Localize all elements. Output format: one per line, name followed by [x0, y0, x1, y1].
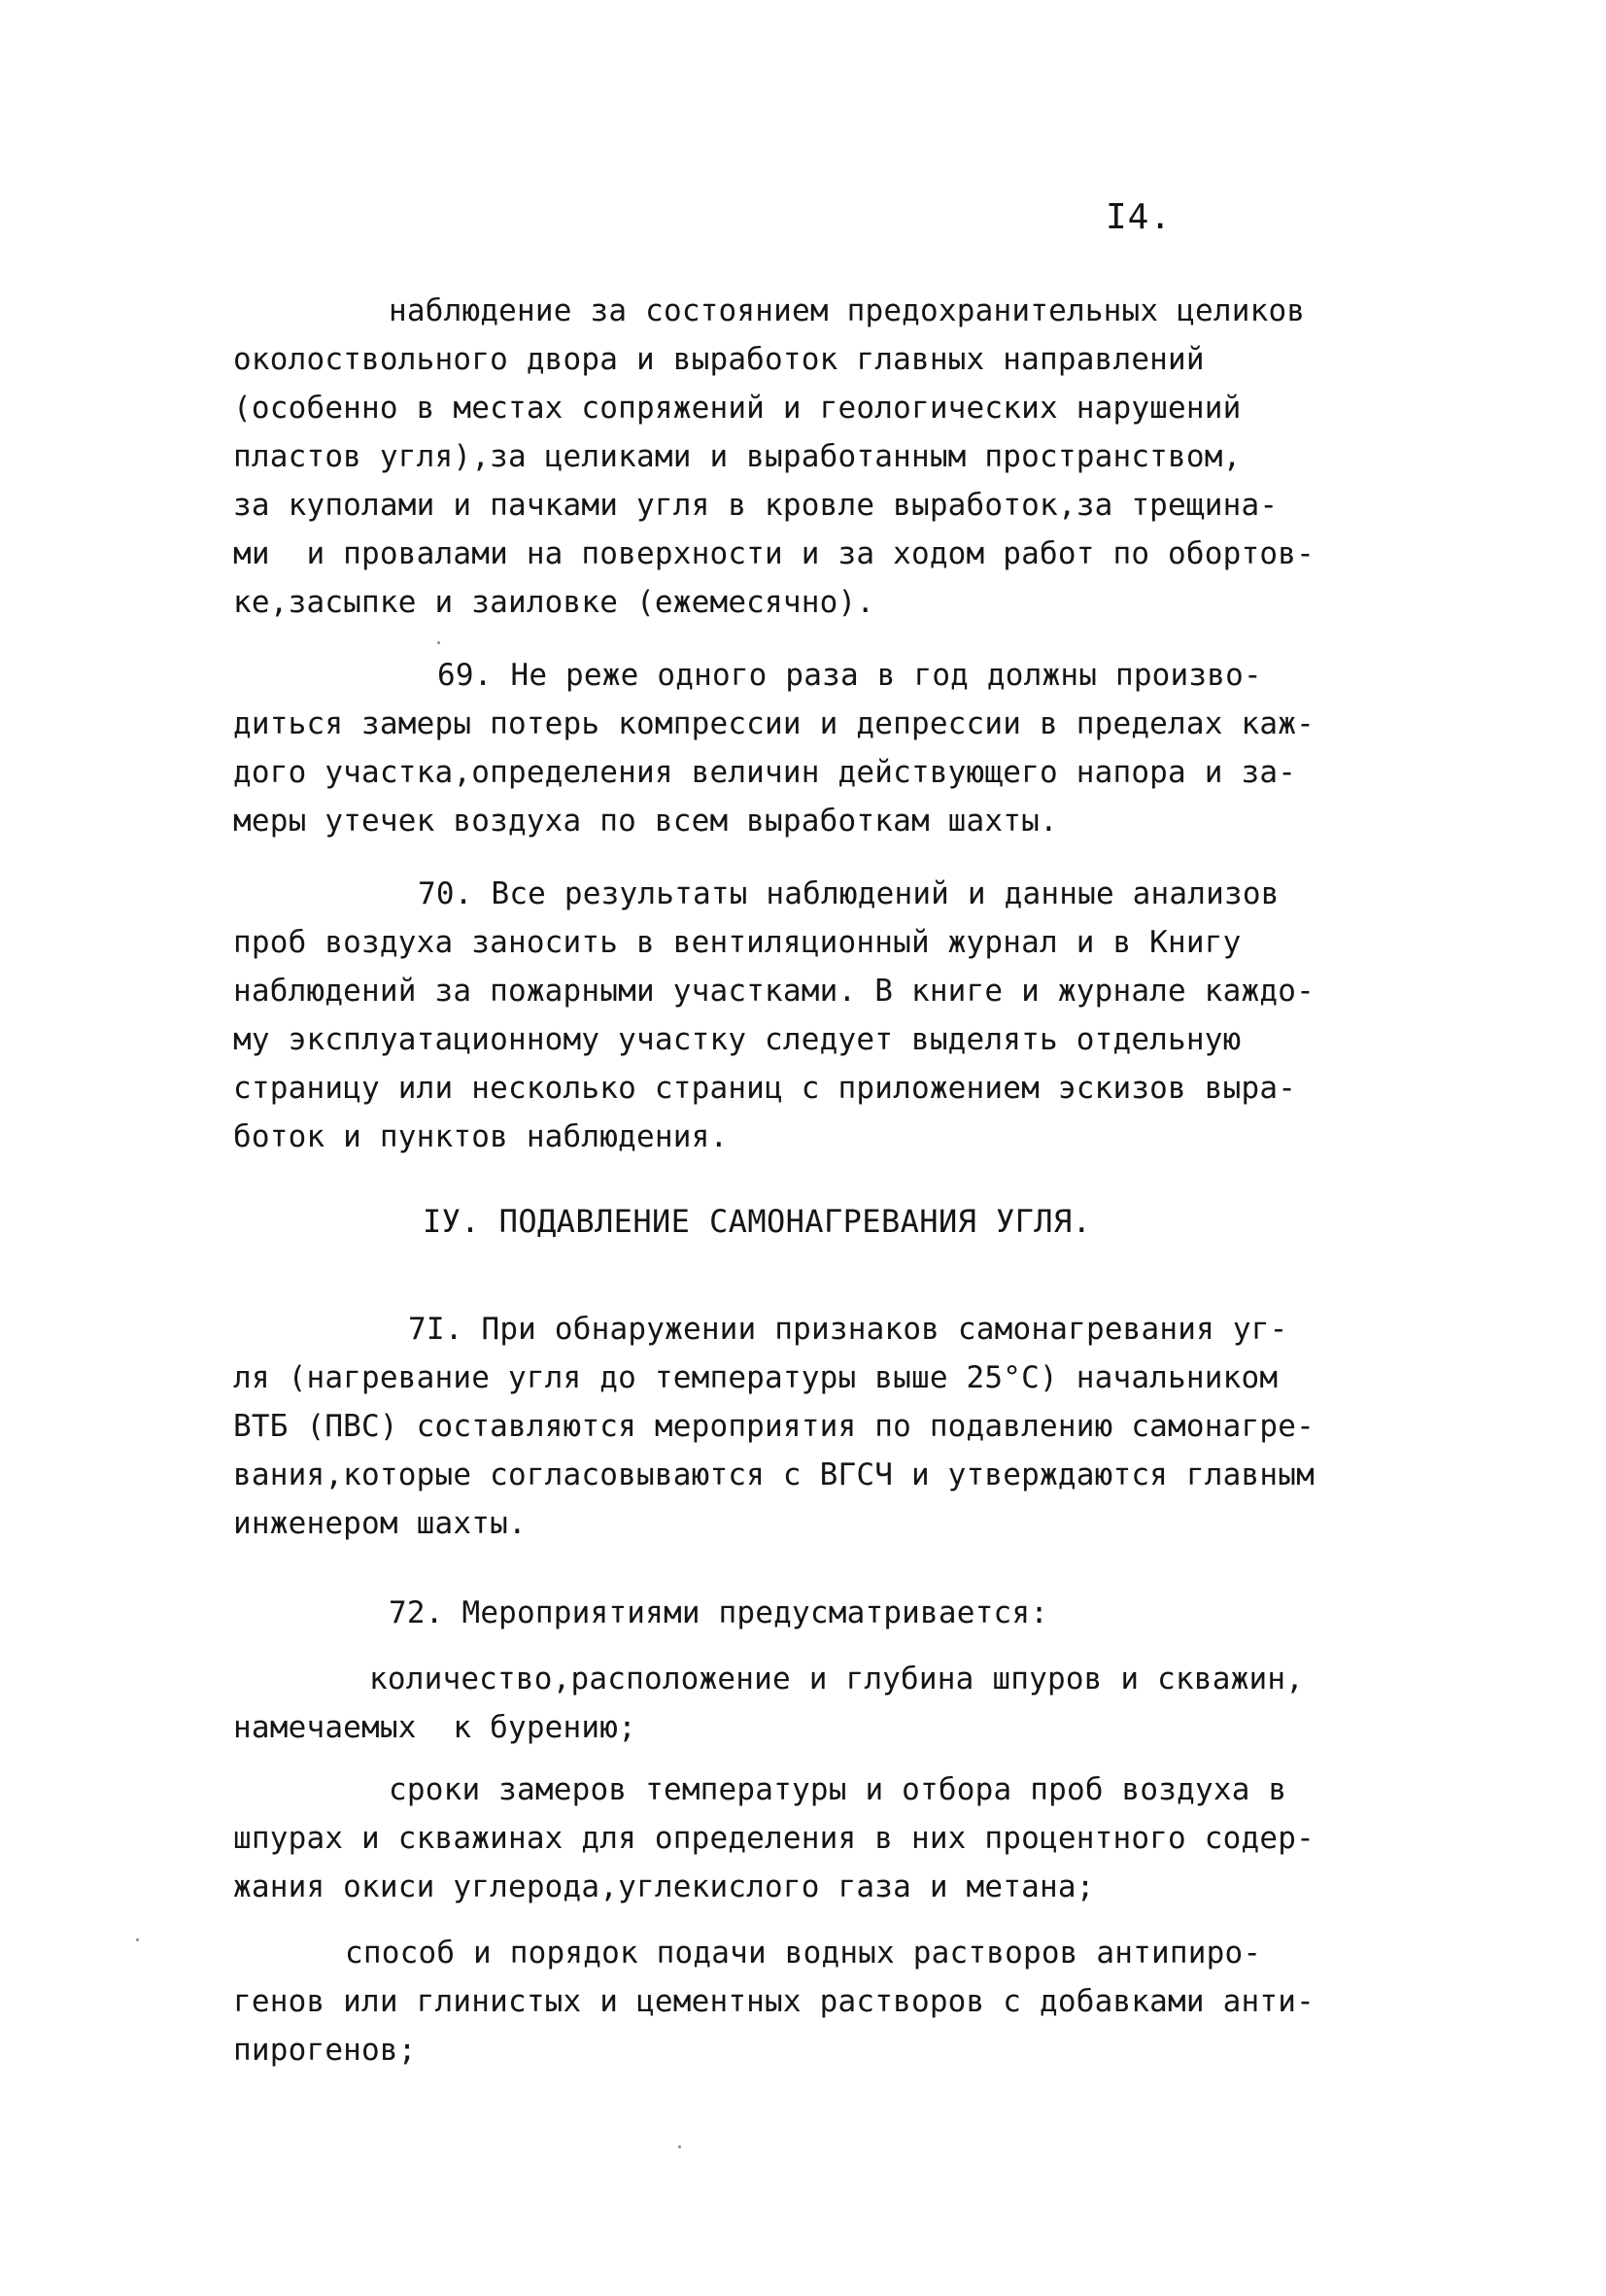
paragraph-70-line-4: му эксплуатационному участку следует выделять отдельную — [233, 1022, 1242, 1057]
item-2-line-1: сроки замеров температуры и отбора проб воздуха в — [389, 1772, 1287, 1807]
paragraph-71-line-1: 7I. При обнаружении признаков самонагревания уг- — [408, 1312, 1288, 1347]
paragraph-71-line-4: вания,которые согласовываются с ВГСЧ и утверждаются главным — [233, 1457, 1315, 1492]
paragraph-68-line-6: ми и провалами на поверхности и за ходом работ по обортов- — [233, 536, 1315, 571]
scan-speck — [437, 641, 440, 644]
item-3-line-1: способ и порядок подачи водных растворов антипиро- — [345, 1936, 1262, 1970]
item-3-line-2: генов или глинистых и цементных растворов с добавками анти- — [233, 1984, 1315, 2019]
paragraph-70-line-3: наблюдений за пожарными участками. В книге и журнале каждо- — [233, 974, 1315, 1009]
paragraph-68-line-5: за куполами и пачками угля в кровле выработок,за трещина- — [233, 488, 1279, 523]
paragraph-69-line-2: диться замеры потерь компрессии и депрессии в пределах каж- — [233, 706, 1315, 741]
paragraph-69-line-1: 69. Не реже одного раза в год должны произво- — [437, 658, 1262, 693]
paragraph-70-line-1: 70. Все результаты наблюдений и данные анализов — [418, 876, 1280, 911]
paragraph-72-intro: 72. Мероприятиями предусматривается: — [389, 1595, 1049, 1630]
paragraph-68-line-3: (особенно в местах сопряжений и геологических нарушений — [233, 391, 1242, 426]
paragraph-70-line-6: боток и пунктов наблюдения. — [233, 1119, 729, 1154]
section-heading: IУ. ПОДАВЛЕНИЕ САМОНАГРЕВАНИЯ УГЛЯ. — [423, 1203, 1092, 1240]
paragraph-70-line-5: страницу или несколько страниц с приложением эскизов выра- — [233, 1071, 1297, 1106]
item-1-line-2: намечаемых к бурению; — [233, 1710, 636, 1745]
scan-speck — [136, 1938, 139, 1941]
paragraph-68-line-1: наблюдение за состоянием предохранительных целиков — [389, 293, 1306, 328]
item-3-line-3: пирогенов; — [233, 2033, 417, 2068]
paragraph-68-line-4: пластов угля),за целиками и выработанным пространством, — [233, 439, 1242, 474]
paragraph-71-line-2: ля (нагревание угля до температуры выше 25°С) начальником — [233, 1360, 1279, 1395]
scan-speck — [678, 2145, 681, 2148]
paragraph-69-line-4: меры утечек воздуха по всем выработкам шахты. — [233, 804, 1058, 839]
paragraph-68-line-7: ке,засыпке и заиловке (ежемесячно). — [233, 585, 875, 620]
paragraph-70-line-2: проб воздуха заносить в вентиляционный журнал и в Книгу — [233, 925, 1242, 960]
item-2-line-3: жания окиси углерода,углекислого газа и метана; — [233, 1869, 1095, 1904]
item-1-line-1: количество,расположение и глубина шпуров и скважин, — [369, 1662, 1305, 1696]
page-number: I4. — [1106, 197, 1173, 237]
paragraph-71-line-3: ВТБ (ПВС) составляются мероприятия по подавлению самонагре- — [233, 1409, 1315, 1444]
paragraph-68-line-2: околоствольного двора и выработок главных направлений — [233, 342, 1205, 377]
paragraph-69-line-3: дого участка,определения величин действующего напора и за- — [233, 755, 1297, 790]
paragraph-71-line-5: инженером шахты. — [233, 1506, 527, 1541]
item-2-line-2: шпурах и скважинах для определения в них процентного содер- — [233, 1821, 1315, 1856]
